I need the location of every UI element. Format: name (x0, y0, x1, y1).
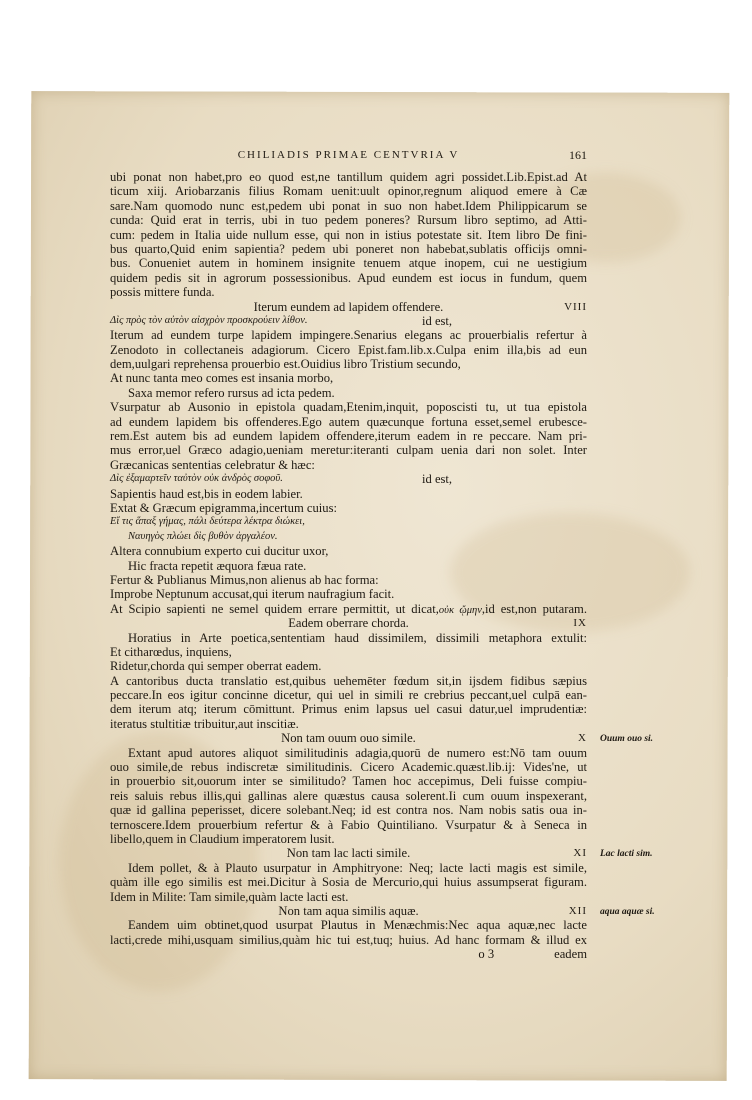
text-line: mus error,uel Græco adagio,ueniam meretur:iteranti culpam uenia dari non solet. Inter (110, 443, 587, 458)
margin-note: Lac lacti sim. (600, 849, 653, 860)
text-line: in prouerbio sit,ouorum inter se similitudo? Tamen hoc accepimus, Deli fuisse compiu- (110, 774, 587, 789)
adage-number: XII (568, 904, 587, 917)
text-line: ticum xiij. Ariobarzanis filius Romam uenit:uult opinor,regnum aliquod emere à Cæ (110, 184, 587, 199)
adage-body (110, 328, 587, 472)
text-line: libello,quem in Claudium imperatorem lusit. (110, 831, 335, 846)
text-line: rem.Est autem bis ad eundem lapidem offendere,iterum eadem in re peccare. Nam pri- (110, 429, 587, 444)
adage-title: Non tam aqua similis aquæ. XII aqua aquæ si. (278, 903, 655, 918)
adage-number: XI (573, 847, 587, 860)
text-line: Vsurpatur ab Ausonio in epistola quadam,Etenim,inquit, poposcisti tu, ut tua epistola (110, 400, 587, 415)
text-line: Sapientis haud est,bis in eodem labier. (110, 486, 303, 501)
adage-body (110, 631, 587, 732)
text-line: Horatius in Arte poetica,sententiam haud dissimilem, dissimili metaphora extulit: (128, 630, 587, 645)
intro-paragraph (110, 170, 587, 300)
text-line: Idem in Milite: Tam simile,quàm lacte lacti est. (110, 889, 349, 904)
text-line: dem,uulgari reprehensa prouerbio est.Ouidius libro Tristium secundo, (110, 357, 461, 372)
text-line: quæ id gallina peperisset, dicere solebant.Neq; id est contra nos. Nam nobis satis oua in- (110, 803, 587, 818)
adage-number: X (578, 732, 587, 745)
signature-mark: o 3 (478, 947, 495, 962)
text-line: Et citharœdus, inquiens, (110, 644, 232, 659)
text-line: lacti,crede mihi,usquam similius,quàm hic tui est,tuq; huius. Ad hanc formam & illud ex (110, 932, 587, 947)
text-line: cum: pedem in Italia uide nullum esse, qui non in istius potestate sit. Item libro De fini- (110, 227, 587, 242)
running-title: CHILIADIS PRIMAE CENTVRIA V (237, 149, 460, 161)
greek-verse: Εἴ τις ἅπαξ γήμας, πάλι δεύτερα λέκτρα διώκει, (110, 516, 305, 528)
running-header (110, 148, 587, 170)
text-line: Extant apud autores aliquot similitudinis adagia,quorū de numero est:Nō tam ouum (128, 745, 587, 760)
text-line: Zenodoto in collectaneis adagiorum. Cicero Epist.fam.lib.x.Culpa enim illa,bis ad eun (110, 342, 587, 357)
adage-title: Iterum eundem ad lapidem offendere. VIII (253, 299, 587, 314)
text-line: At nunc tanta meo comes est insania morbo, (110, 371, 334, 386)
adage-title: Eadem oberrare chorda. IX (288, 616, 587, 631)
text-line: Fertur & Publianus Mimus,non alienus ab hac forma: (110, 572, 379, 587)
text-line: bus quarto,Quid enim sapientia? pedem ubi poneret non habebat,sublatis officijs omni- (110, 241, 587, 256)
margin-note: aqua aquæ si. (600, 906, 655, 917)
text-line: Saxa memor refero rursus ad icta pedem. (128, 385, 335, 400)
text-line: ouo simile,de rebus indiscretæ similitudinis. Cicero Academic.quæst.lib.ij: Vides'ne, ut (110, 760, 587, 775)
adage-number: IX (573, 617, 587, 630)
page-number: 161 (569, 148, 587, 162)
page-footer (110, 947, 587, 961)
text-line: ubi ponat non habet,pro eo quod est,ne tantillum quidem agri possidet.Lib.Epist.ad At (110, 170, 587, 184)
adage-body (110, 746, 587, 847)
adage-body (110, 487, 587, 516)
greek-verse: Ναυηγὸς πλώει δὶς βυθὸν ἀργαλέον. (128, 530, 278, 542)
text-line: At Scipio sapienti ne semel quidem errare permittit, ut dicat,οὐκ ᾤμην,id est,non putaram. (110, 601, 587, 616)
text-line: sare.Nam quomodo nunc est,pedem ubi ponat in suo non habet.Idem Philippicarum se (110, 198, 587, 213)
text-line: Eandem uim obtinet,quod usurpat Plautus in Menæchmis:Nec aqua aquæ,nec lacte (128, 918, 587, 933)
text-line: Idem pollet, & à Plauto usurpatur in Amphitryone: Neq; lacte lacti magis est simile, (128, 860, 587, 875)
adage-title: Non tam ouum ouo simile. X Ouum ouo si. (281, 731, 654, 746)
text-line: Iterum ad eundem turpe lapidem impingere.Senarius elegans ac prouerbialis refertur à (110, 328, 587, 343)
margin-note: Ouum ouo si. (600, 734, 654, 745)
adage-number: VIII (564, 300, 587, 313)
text-line: Extat & Græcum epigramma,incertum cuius: (110, 500, 337, 515)
text-line: Græcanicas sententias celebratur & hæc: (110, 457, 315, 472)
text-line: Hic fracta repetit æquora fæua rate. (128, 558, 307, 573)
adage-title: Non tam lac lacti simile. XI Lac lacti sim. (286, 846, 653, 861)
text-line: ad eundem lapidem bis offenderes.Ego autem quæcunque fortuna esset,semel erubesce- (110, 414, 587, 429)
text-line: iteratus stultitiæ tribuitur,aut inscitiæ. (110, 716, 299, 731)
text-line: Altera connubium experto cui ducitur uxor, (110, 544, 329, 559)
text-line: dem iterum atq; iterum cōmittunt. Primus enim lapsus uel casui datur,uel imprudentiæ: (110, 702, 587, 717)
adage-body (110, 918, 587, 947)
greek-line: Δὶς πρὸς τὸν αὐτὸν αἰσχρὸν προσκρούειν λίθον. id est, (110, 313, 453, 328)
text-line: A cantoribus ducta translatio est,quibus uehemēter fœdum sit,in ijsdem fidibus sæpius (110, 673, 587, 688)
text-line: possis mittere funda. (110, 285, 215, 300)
catchword: eadem (554, 947, 587, 962)
text-line: Improbe Neptunum accusat,qui iterum naufragium facit. (110, 587, 395, 602)
text-line: cunda: Quid erat in terris, ubi in tuo pedem poneres? Rursum libro septimo, ad Atti- (110, 213, 587, 228)
page-text (110, 148, 655, 962)
text-line: quàm ille ego similis est mei.Dicitur à Sosia de Mercurio,qui huius assumpserat figuram. (110, 875, 587, 890)
text-line: quidem pedis sit in agrorum possessionibus. Apud eundem est iocus in fundum, quem (110, 270, 587, 285)
adage-body (110, 861, 587, 904)
text-line: ternoscere.Idem prouerbium refertur & à Fabio Quintiliano. Vsurpatur & à Seneca in (110, 817, 587, 832)
text-line: reis saluis rebus illis,qui gallinas alere quæstus causa solerent.Ii cum ouum inspexerant, (110, 788, 587, 803)
text-line: peccare.In eos igitur concinne dicetur, qui uel in simili re crebrius peccant,uel culpā ean- (110, 688, 587, 703)
text-line: Ridetur,chorda qui semper oberrat eadem. (110, 659, 322, 674)
text-line: bus. Conueniet autem in hominem insignite tenuem atque inopem, cui ne uestigium (110, 256, 587, 271)
greek-line: Δὶς ἐξαμαρτεῖν ταὐτὸν οὐκ ἀνδρὸς σοφοῦ. id est, (110, 472, 453, 487)
adage-body (110, 544, 587, 602)
